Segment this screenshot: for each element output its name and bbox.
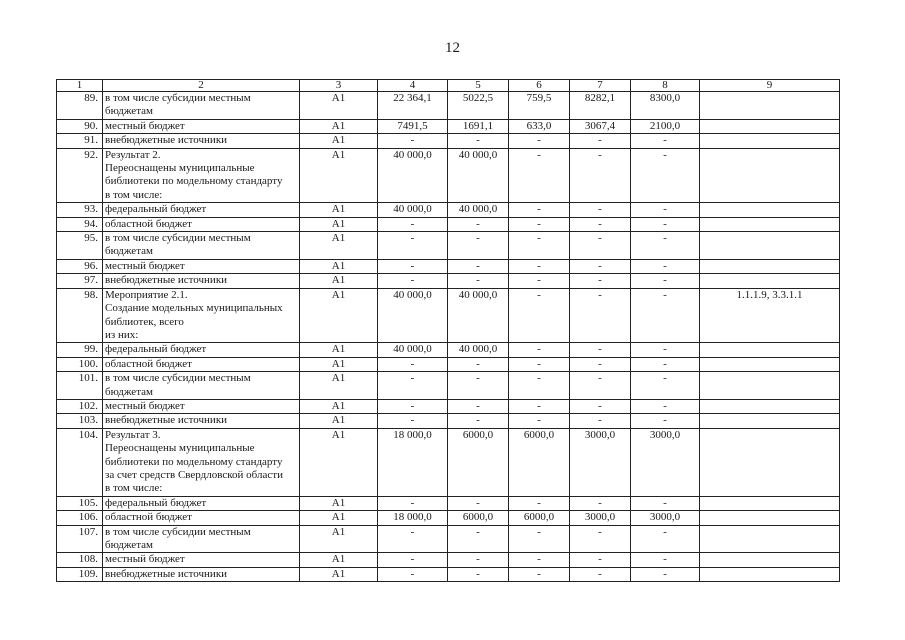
budget-table [56,79,840,582]
code-cell: А1 [300,511,378,525]
year-3-cell: - [570,496,631,510]
year-3-cell: 3067,4 [570,119,631,133]
row-number-cell: 89. [57,92,103,120]
table-row [57,288,840,343]
target-indicator-cell [700,274,840,288]
code-cell: А1 [300,217,378,231]
table-row [57,203,840,217]
target-indicator-cell: 1.1.1.9, 3.3.1.1 [700,288,840,343]
target-indicator-cell [700,343,840,357]
target-indicator-cell [700,525,840,553]
row-number-cell: 104. [57,428,103,496]
item-name-cell: местный бюджет [103,259,300,273]
total-cell: - [378,357,448,371]
year-1-cell: - [448,553,509,567]
year-3-cell: - [570,399,631,413]
table-row [57,232,840,260]
code-cell: А1 [300,288,378,343]
code-cell: А1 [300,414,378,428]
table-row [57,399,840,413]
row-number-cell: 90. [57,119,103,133]
row-number-cell: 106. [57,511,103,525]
target-indicator-cell [700,217,840,231]
year-3-cell: - [570,567,631,581]
row-number-cell: 105. [57,496,103,510]
item-name-cell: в том числе субсидии местным бюджетам [103,232,300,260]
item-name-cell: местный бюджет [103,553,300,567]
year-3-cell: - [570,372,631,400]
target-indicator-cell [700,399,840,413]
year-4-cell: - [631,567,700,581]
target-indicator-cell [700,203,840,217]
code-cell: А1 [300,428,378,496]
year-2-cell: - [509,259,570,273]
item-name-cell: федеральный бюджет [103,343,300,357]
item-name-cell: внебюджетные источники [103,414,300,428]
year-4-cell: - [631,232,700,260]
year-4-cell: 3000,0 [631,511,700,525]
target-indicator-cell [700,372,840,400]
target-indicator-cell [700,259,840,273]
year-4-cell: 2100,0 [631,119,700,133]
year-1-cell: 40 000,0 [448,288,509,343]
year-1-cell: - [448,217,509,231]
target-indicator-cell [700,567,840,581]
year-2-cell: - [509,134,570,148]
total-cell: - [378,134,448,148]
year-2-cell: 759,5 [509,92,570,120]
row-number-cell: 101. [57,372,103,400]
table-row [57,372,840,400]
code-cell: А1 [300,357,378,371]
total-cell: - [378,496,448,510]
year-2-cell: - [509,203,570,217]
row-number-cell: 93. [57,203,103,217]
code-cell: А1 [300,119,378,133]
year-2-cell: - [509,496,570,510]
target-indicator-cell [700,428,840,496]
year-4-cell: - [631,414,700,428]
year-1-cell: - [448,399,509,413]
table-row [57,511,840,525]
year-2-cell: 6000,0 [509,428,570,496]
item-name-cell: в том числе субсидии местным бюджетам [103,92,300,120]
row-number-cell: 94. [57,217,103,231]
year-2-cell: - [509,372,570,400]
table-row [57,134,840,148]
code-cell: А1 [300,259,378,273]
year-1-cell: - [448,525,509,553]
target-indicator-cell [700,553,840,567]
year-3-cell: - [570,134,631,148]
target-indicator-cell [700,92,840,120]
year-1-cell: 6000,0 [448,428,509,496]
year-4-cell: - [631,203,700,217]
header-cell: 3 [300,80,378,92]
item-name-cell: местный бюджет [103,119,300,133]
year-3-cell: - [570,148,631,203]
item-name-cell: областной бюджет [103,357,300,371]
year-1-cell: 6000,0 [448,511,509,525]
table-row [57,119,840,133]
row-number-cell: 97. [57,274,103,288]
year-1-cell: 40 000,0 [448,148,509,203]
item-name-cell: внебюджетные источники [103,567,300,581]
item-name-cell: в том числе субсидии местным бюджетам [103,372,300,400]
year-1-cell: - [448,134,509,148]
table-row [57,525,840,553]
target-indicator-cell [700,511,840,525]
year-2-cell: - [509,288,570,343]
year-4-cell: - [631,399,700,413]
total-cell: - [378,525,448,553]
table-row [57,567,840,581]
table-row [57,259,840,273]
year-2-cell: - [509,414,570,428]
row-number-cell: 108. [57,553,103,567]
year-3-cell: 3000,0 [570,428,631,496]
item-name-cell: федеральный бюджет [103,496,300,510]
year-3-cell: - [570,232,631,260]
table-row [57,414,840,428]
item-name-cell: внебюджетные источники [103,134,300,148]
year-1-cell: - [448,567,509,581]
total-cell: 18 000,0 [378,428,448,496]
code-cell: А1 [300,134,378,148]
row-number-cell: 98. [57,288,103,343]
total-cell: 22 364,1 [378,92,448,120]
code-cell: А1 [300,148,378,203]
code-cell: А1 [300,274,378,288]
code-cell: А1 [300,525,378,553]
table-row [57,357,840,371]
table-row [57,428,840,496]
row-number-cell: 99. [57,343,103,357]
row-number-cell: 103. [57,414,103,428]
year-3-cell: - [570,553,631,567]
table-row [57,343,840,357]
year-4-cell: - [631,148,700,203]
target-indicator-cell [700,232,840,260]
row-number-cell: 95. [57,232,103,260]
target-indicator-cell [700,119,840,133]
year-2-cell: - [509,399,570,413]
year-2-cell: - [509,357,570,371]
year-3-cell: - [570,274,631,288]
year-4-cell: - [631,259,700,273]
year-2-cell: 633,0 [509,119,570,133]
total-cell: - [378,372,448,400]
code-cell: А1 [300,92,378,120]
table-row [57,92,840,120]
target-indicator-cell [700,357,840,371]
code-cell: А1 [300,553,378,567]
year-1-cell: - [448,357,509,371]
table-body [57,92,840,582]
row-number-cell: 91. [57,134,103,148]
target-indicator-cell [700,414,840,428]
year-1-cell: - [448,274,509,288]
year-2-cell: - [509,553,570,567]
total-cell: - [378,414,448,428]
year-1-cell: 1691,1 [448,119,509,133]
target-indicator-cell [700,134,840,148]
year-4-cell: - [631,357,700,371]
target-indicator-cell [700,496,840,510]
row-number-cell: 109. [57,567,103,581]
table-row [57,274,840,288]
code-cell: А1 [300,203,378,217]
year-1-cell: - [448,259,509,273]
header-cell: 4 [378,80,448,92]
target-indicator-cell [700,148,840,203]
header-cell: 6 [509,80,570,92]
total-cell: 40 000,0 [378,203,448,217]
table-row [57,553,840,567]
code-cell: А1 [300,343,378,357]
table-row [57,148,840,203]
code-cell: А1 [300,232,378,260]
year-2-cell: - [509,217,570,231]
year-4-cell: - [631,496,700,510]
year-4-cell: - [631,274,700,288]
item-name-cell: областной бюджет [103,217,300,231]
table-row [57,217,840,231]
header-cell: 5 [448,80,509,92]
year-4-cell: - [631,288,700,343]
year-2-cell: - [509,343,570,357]
item-name-cell: местный бюджет [103,399,300,413]
row-number-cell: 92. [57,148,103,203]
year-3-cell: - [570,203,631,217]
item-name-cell: областной бюджет [103,511,300,525]
year-3-cell: - [570,343,631,357]
year-2-cell: - [509,274,570,288]
year-1-cell: - [448,232,509,260]
year-3-cell: - [570,288,631,343]
row-number-cell: 107. [57,525,103,553]
code-cell: А1 [300,496,378,510]
year-3-cell: - [570,259,631,273]
header-cell: 9 [700,80,840,92]
year-1-cell: 40 000,0 [448,343,509,357]
total-cell: - [378,274,448,288]
year-1-cell: - [448,372,509,400]
total-cell: 40 000,0 [378,343,448,357]
item-name-cell: Результат 3. Переоснащены муниципальные библиотеки по модельному стандарту за счет средств Свердловской области в том числе: [103,428,300,496]
year-4-cell: - [631,217,700,231]
row-number-cell: 100. [57,357,103,371]
row-number-cell: 102. [57,399,103,413]
row-number-cell: 96. [57,259,103,273]
year-1-cell: 5022,5 [448,92,509,120]
year-2-cell: - [509,525,570,553]
year-4-cell: - [631,525,700,553]
year-3-cell: - [570,414,631,428]
table-row [57,496,840,510]
total-cell: - [378,217,448,231]
total-cell: 40 000,0 [378,288,448,343]
item-name-cell: в том числе субсидии местным бюджетам [103,525,300,553]
total-cell: 7491,5 [378,119,448,133]
header-cell: 8 [631,80,700,92]
year-1-cell: - [448,414,509,428]
page-number: 12 [445,40,460,56]
year-4-cell: - [631,343,700,357]
year-1-cell: - [448,496,509,510]
item-name-cell: Мероприятие 2.1. Создание модельных муниципальных библиотек, всего из них: [103,288,300,343]
year-4-cell: - [631,553,700,567]
total-cell: 40 000,0 [378,148,448,203]
year-3-cell: 3000,0 [570,511,631,525]
code-cell: А1 [300,372,378,400]
year-1-cell: 40 000,0 [448,203,509,217]
year-2-cell: - [509,567,570,581]
year-2-cell: 6000,0 [509,511,570,525]
total-cell: - [378,567,448,581]
year-4-cell: - [631,134,700,148]
total-cell: - [378,232,448,260]
year-4-cell: - [631,372,700,400]
total-cell: 18 000,0 [378,511,448,525]
item-name-cell: Результат 2. Переоснащены муниципальные библиотеки по модельному стандарту в том числе: [103,148,300,203]
year-3-cell: - [570,525,631,553]
year-4-cell: 8300,0 [631,92,700,120]
year-2-cell: - [509,148,570,203]
header-row [57,80,840,92]
item-name-cell: федеральный бюджет [103,203,300,217]
header-cell: 2 [103,80,300,92]
year-2-cell: - [509,232,570,260]
header-cell: 1 [57,80,103,92]
item-name-cell: внебюджетные источники [103,274,300,288]
year-3-cell: - [570,217,631,231]
code-cell: А1 [300,399,378,413]
total-cell: - [378,259,448,273]
year-4-cell: 3000,0 [631,428,700,496]
total-cell: - [378,553,448,567]
year-3-cell: - [570,357,631,371]
year-3-cell: 8282,1 [570,92,631,120]
total-cell: - [378,399,448,413]
header-cell: 7 [570,80,631,92]
code-cell: А1 [300,567,378,581]
